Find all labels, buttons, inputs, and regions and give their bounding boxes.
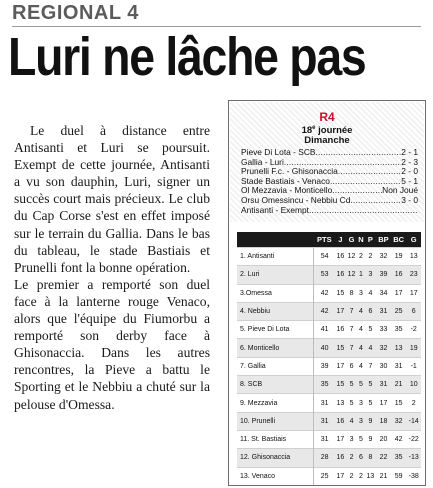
stat-cell: 31 [314, 412, 335, 430]
stat-cell: 2 [406, 394, 421, 412]
column-header: N [357, 232, 365, 248]
stat-cell: 15 [335, 376, 346, 394]
stat-cell: -13 [406, 449, 421, 467]
stat-cell: 17 [335, 302, 346, 320]
stat-cell: 5 [346, 394, 357, 412]
result-row [241, 206, 418, 216]
stat-cell: 42 [314, 302, 335, 320]
stat-cell: 4 [365, 284, 376, 302]
match-score: 5 - 1 [401, 175, 418, 186]
column-header: P [365, 232, 376, 248]
match-score: 3 - 0 [401, 194, 418, 205]
stat-cell: 31 [314, 430, 335, 448]
stat-cell: -38 [406, 467, 421, 485]
stat-cell: 6 [365, 302, 376, 320]
stat-cell: 13 [335, 394, 346, 412]
stat-cell: 7 [365, 357, 376, 375]
stat-cell: 15 [335, 284, 346, 302]
team-name: 9. Mezzavia [237, 394, 314, 412]
team-name: 11. St. Bastiais [237, 430, 314, 448]
team-name: 5. Pieve Di Lota [237, 321, 314, 339]
match-name: Stade Bastiais - Venaco [241, 175, 330, 186]
stat-cell: 23 [406, 266, 421, 284]
stat-cell: 19 [391, 248, 407, 266]
stat-cell: 17 [376, 394, 391, 412]
stat-cell: 20 [376, 430, 391, 448]
stat-cell: 19 [406, 339, 421, 357]
stat-cell: 5 [365, 321, 376, 339]
stat-cell: 42 [391, 430, 407, 448]
stat-cell: 54 [314, 248, 335, 266]
standings-header-row [237, 232, 421, 248]
stat-cell: 32 [391, 412, 407, 430]
stat-cell: 32 [376, 248, 391, 266]
stat-cell: 16 [335, 248, 346, 266]
round-number: 18 [301, 125, 313, 137]
stat-cell: 4 [357, 321, 365, 339]
stat-cell: 7 [346, 302, 357, 320]
standings-body [237, 248, 421, 485]
standings-row [237, 430, 421, 448]
stat-cell: 16 [335, 449, 346, 467]
stat-cell: 3 [357, 394, 365, 412]
column-header: BC [391, 232, 407, 248]
column-header: PTS [314, 232, 335, 248]
stat-cell: 13 [406, 248, 421, 266]
stat-cell: 17 [406, 284, 421, 302]
team-name: 1. Antisanti [237, 248, 314, 266]
article-paragraph: Le duel à distance entre Antisanti et Luri se poursuit. Exempt de cette journée, Antisanti a vu son dauphin, Luri, signer un succès court mais précieux. Le club du Cap Corse s'est en effet imposé sur le terrain du Gallia. Dans le bas du tableau, le stade Bastiais et Prunelli font la bonne opération. [14, 123, 210, 275]
stat-cell: 34 [376, 284, 391, 302]
round-suffix: e [312, 125, 316, 131]
column-header: G [346, 232, 357, 248]
stat-cell: 16 [335, 412, 346, 430]
stat-cell: 13 [391, 339, 407, 357]
stat-cell: 17 [335, 430, 346, 448]
stat-cell: 32 [376, 339, 391, 357]
standings-row [237, 266, 421, 284]
stat-cell: 16 [391, 266, 407, 284]
round-text: journée [315, 125, 353, 137]
stat-cell: 2 [346, 449, 357, 467]
stat-cell: 41 [314, 321, 335, 339]
stat-cell: 2 [365, 248, 376, 266]
standings-row [237, 449, 421, 467]
stat-cell: 8 [365, 449, 376, 467]
stat-cell: -22 [406, 430, 421, 448]
stat-cell: 12 [346, 248, 357, 266]
stat-cell: 10 [406, 376, 421, 394]
stat-cell: 3 [346, 430, 357, 448]
standings-row [237, 302, 421, 320]
stat-cell: 5 [365, 376, 376, 394]
stat-cell: 39 [376, 266, 391, 284]
headline: Luri ne lâche pas [8, 27, 366, 87]
match-score: 2 - 1 [401, 147, 418, 157]
stat-cell: 5 [365, 394, 376, 412]
stat-cell: 31 [376, 376, 391, 394]
column-header: G [406, 232, 421, 248]
team-column-header [237, 232, 314, 248]
stat-cell: 17 [391, 284, 407, 302]
team-name: 12. Ghisonaccia [237, 449, 314, 467]
stat-cell: 33 [376, 321, 391, 339]
match-name: Prunelli F.c. - Ghisonaccia [241, 166, 338, 177]
stat-cell: 22 [376, 449, 391, 467]
standings-row [237, 357, 421, 375]
stat-cell: 25 [391, 302, 407, 320]
match-name: Ol Mezzavia - Monticello [241, 185, 333, 196]
stat-cell: 2 [357, 248, 365, 266]
article-paragraph: Le premier a remporté son duel face à la lanterne rouge Venaco, alors que l'équipe du Fiumorbu a remporté son derby face à Ghisonaccia. Dans les autres rencontres, la Pieve a battu le Sporting et le Nebbiu a chuté sur la pelouse d'Omessa. [14, 276, 210, 412]
stat-cell: 3 [357, 284, 365, 302]
stat-cell: 4 [365, 339, 376, 357]
stat-cell: 31 [376, 302, 391, 320]
stat-cell: 4 [357, 302, 365, 320]
stat-cell: 9 [365, 412, 376, 430]
stat-cell: 17 [335, 357, 346, 375]
team-name: 7. Gallia [237, 357, 314, 375]
stat-cell: 4 [357, 357, 365, 375]
stat-cell: 1 [357, 266, 365, 284]
stat-cell: 35 [391, 321, 407, 339]
stat-cell: -1 [406, 357, 421, 375]
stat-cell: 17 [335, 467, 346, 485]
team-name: 3.Omessa [237, 284, 314, 302]
stat-cell: 3 [357, 412, 365, 430]
stat-cell: 25 [314, 467, 335, 485]
column-header: BP [376, 232, 391, 248]
stat-cell: 15 [335, 339, 346, 357]
team-name: 10. Prunelli [237, 412, 314, 430]
stat-cell: 6 [346, 357, 357, 375]
stat-cell: 31 [391, 357, 407, 375]
stat-cell: 9 [365, 430, 376, 448]
stat-cell: 18 [376, 412, 391, 430]
stat-cell: -14 [406, 412, 421, 430]
stat-cell: 15 [391, 394, 407, 412]
stat-cell: 7 [346, 339, 357, 357]
stat-cell: 28 [314, 449, 335, 467]
column-header: J [335, 232, 346, 248]
section-kicker: REGIONAL 4 [12, 2, 139, 24]
stat-cell: 2 [357, 467, 365, 485]
stat-cell: 35 [391, 449, 407, 467]
league-label: R4 [319, 110, 335, 124]
standings-row [237, 321, 421, 339]
team-name: 6. Monticello [237, 339, 314, 357]
match-name: Gallia - Luri [241, 156, 284, 167]
standings-row [237, 376, 421, 394]
stat-cell: 59 [391, 467, 407, 485]
stat-cell: -2 [406, 321, 421, 339]
match-score: Non Joué [382, 185, 418, 196]
team-name: 4. Nebbiu [237, 302, 314, 320]
stat-cell: 31 [314, 394, 335, 412]
stat-cell: 35 [314, 376, 335, 394]
stat-cell: 4 [346, 412, 357, 430]
stat-cell: 6 [406, 302, 421, 320]
stat-cell: 4 [357, 339, 365, 357]
match-score: 2 - 0 [401, 166, 418, 177]
match-score: 2 - 3 [401, 156, 418, 167]
stat-cell: 13 [365, 467, 376, 485]
stat-cell: 42 [314, 284, 335, 302]
article-body [14, 122, 210, 413]
team-name: 2. Luri [237, 266, 314, 284]
match-name: Orsu Omessincu - Nebbiu Cd [241, 194, 351, 205]
stat-cell: 12 [346, 266, 357, 284]
stat-cell: 53 [314, 266, 335, 284]
standings-row [237, 284, 421, 302]
stat-cell: 30 [376, 357, 391, 375]
team-name: 8. SCB [237, 376, 314, 394]
standings-row [237, 394, 421, 412]
match-name: Pieve Di Lota - SCB [241, 147, 316, 157]
stat-cell: 16 [335, 321, 346, 339]
standings-row [237, 467, 421, 485]
standings-row [237, 339, 421, 357]
stat-cell: 39 [314, 357, 335, 375]
stat-cell: 5 [357, 376, 365, 394]
stat-cell: 5 [357, 430, 365, 448]
stat-cell: 8 [346, 284, 357, 302]
team-name: 13. Venaco [237, 467, 314, 485]
match-name: Antisanti - Exempt [241, 204, 309, 215]
standings-row [237, 248, 421, 266]
standings-table [237, 232, 421, 485]
stat-cell: 6 [357, 449, 365, 467]
stat-cell: 21 [391, 376, 407, 394]
stat-cell: 21 [376, 467, 391, 485]
stat-cell: 2 [346, 467, 357, 485]
standings-row [237, 412, 421, 430]
stat-cell: 16 [335, 266, 346, 284]
stat-cell: 3 [365, 266, 376, 284]
stat-cell: 5 [346, 376, 357, 394]
stat-cell: 40 [314, 339, 335, 357]
stat-cell: 7 [346, 321, 357, 339]
results-box [228, 100, 426, 486]
day-label: Dimanche [304, 135, 350, 146]
results-list [241, 148, 418, 215]
